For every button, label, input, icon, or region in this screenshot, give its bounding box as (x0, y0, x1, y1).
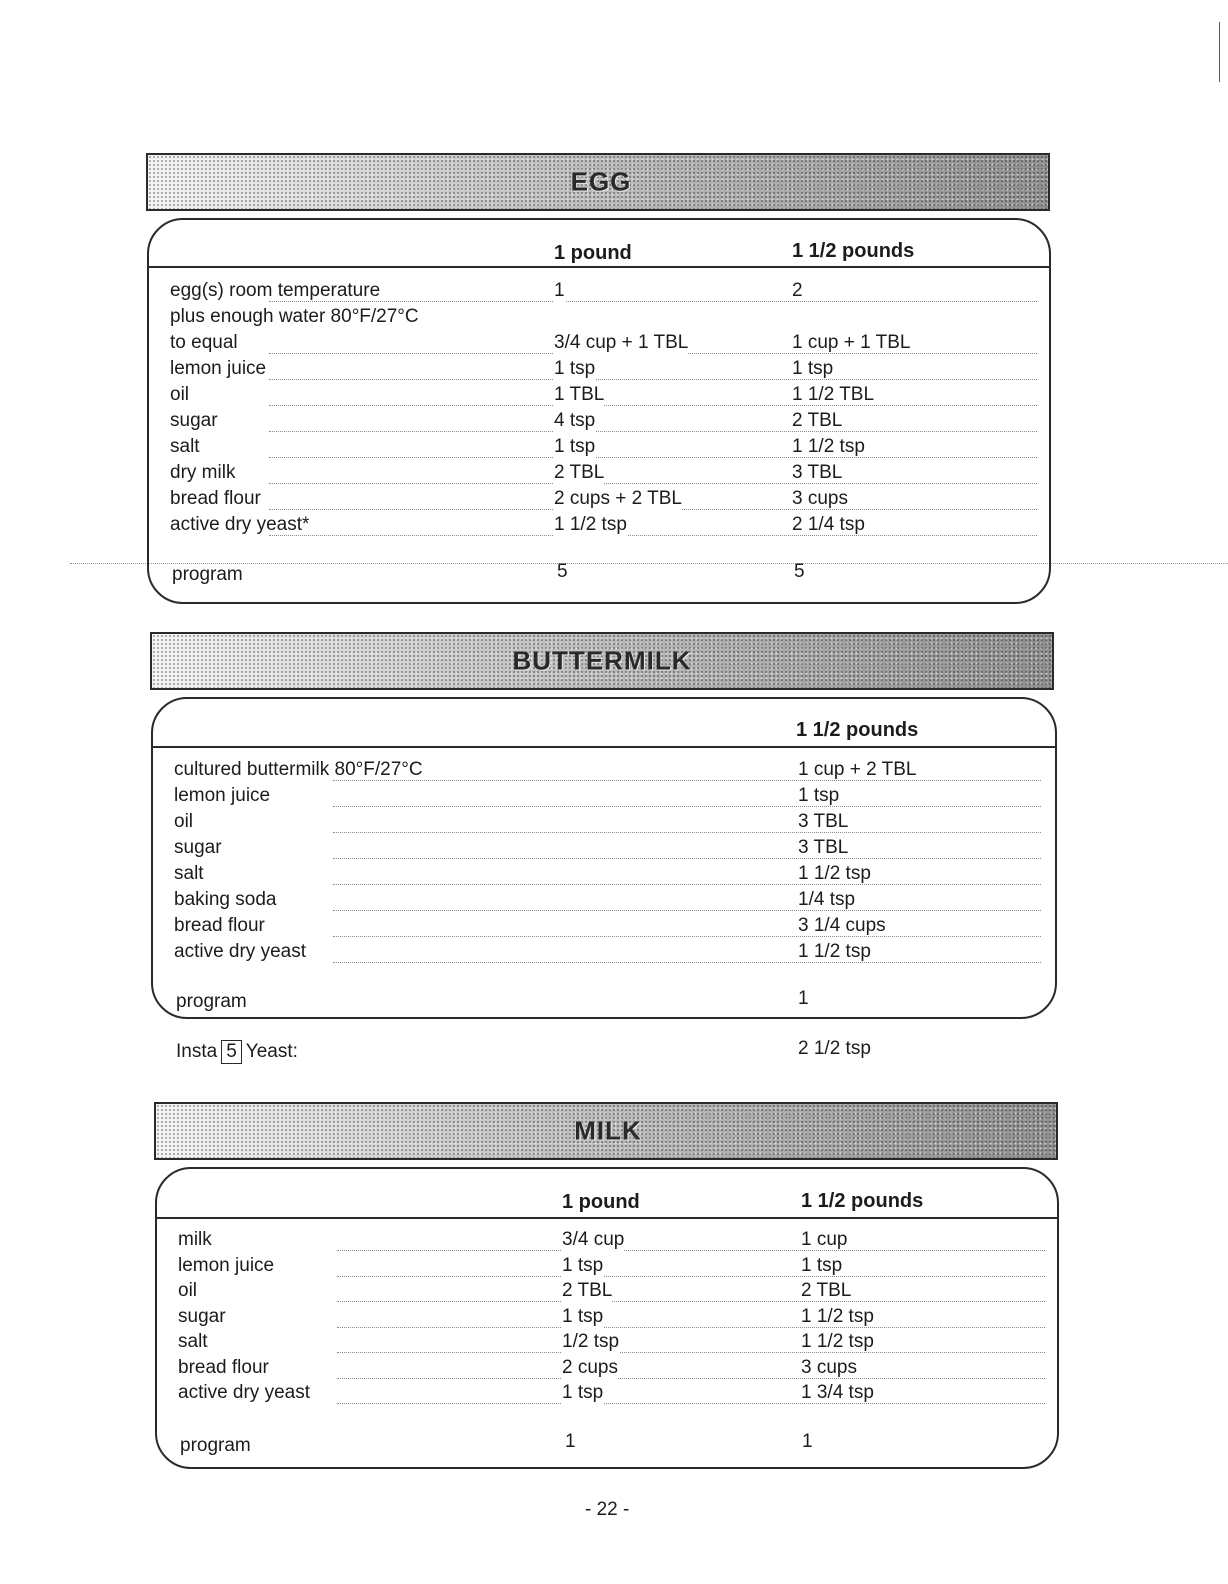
milk-header-rule (157, 1217, 1057, 1219)
insta-yeast-note (176, 1040, 298, 1064)
milk-col-1-pound: 1 pound (562, 1191, 640, 1213)
buttermilk-amount-1-5lb: 3 1/4 cups (798, 915, 886, 936)
egg-ingredient-row (149, 514, 1049, 540)
egg-program-1-5lb: 5 (794, 561, 805, 582)
insta-suffix: Yeast: (245, 1041, 298, 1062)
egg-amount-1-5lb: 2 1/4 tsp (792, 514, 865, 535)
egg-amount-1lb: 2 cups + 2 TBL (554, 488, 682, 509)
buttermilk-ingredient-label: salt (174, 863, 204, 884)
egg-leader-dots (269, 535, 1037, 536)
egg-amount-1lb: 1 1/2 tsp (554, 514, 627, 535)
buttermilk-banner (150, 632, 1054, 690)
milk-col-1-5-pounds: 1 1/2 pounds (801, 1190, 924, 1212)
buttermilk-ingredient-label: cultured buttermilk 80°F/27°C (174, 759, 423, 780)
buttermilk-leader-dots (333, 858, 1041, 859)
buttermilk-title: BUTTERMILK (512, 645, 692, 676)
buttermilk-leader-dots (333, 884, 1041, 885)
milk-amount-1-5lb: 1 3/4 tsp (801, 1382, 874, 1403)
milk-table (155, 1167, 1059, 1469)
buttermilk-ingredient-row (153, 811, 1055, 837)
egg-table (147, 218, 1051, 604)
milk-ingredient-row (157, 1357, 1057, 1383)
egg-ingredient-label: oil (170, 384, 190, 405)
egg-amount-1lb: 1 (554, 280, 565, 301)
milk-ingredient-label: salt (178, 1331, 208, 1352)
egg-amount-1-5lb: 2 TBL (792, 410, 843, 431)
egg-program-label: program (172, 564, 243, 585)
milk-amount-1-5lb: 1 1/2 tsp (801, 1305, 874, 1327)
egg-ingredient-label: active dry yeast* (170, 514, 310, 535)
buttermilk-ingredient-row (153, 889, 1055, 915)
page-number: - 22 - (585, 1499, 630, 1520)
egg-ingredient-row (149, 410, 1049, 436)
egg-ingredient-row (149, 384, 1049, 410)
buttermilk-header-rule (153, 746, 1055, 748)
milk-ingredient-row (157, 1306, 1057, 1332)
milk-amount-1lb: 1 tsp (562, 1305, 604, 1327)
egg-leader-dots (269, 379, 1037, 380)
insta-number-box: 5 (221, 1040, 242, 1064)
egg-ingredient-row (149, 436, 1049, 462)
buttermilk-leader-dots (333, 936, 1041, 937)
egg-banner (146, 153, 1050, 211)
milk-title: MILK (574, 1115, 642, 1146)
milk-ingredient-label: active dry yeast (178, 1382, 310, 1403)
egg-header-rule (149, 266, 1049, 268)
egg-leader-dots (269, 301, 1037, 302)
egg-amount-1lb: 1 TBL (554, 384, 605, 405)
buttermilk-amount-1-5lb: 1 cup + 2 TBL (798, 759, 917, 780)
milk-program-label: program (180, 1435, 251, 1456)
buttermilk-ingredient-label: baking soda (174, 889, 277, 910)
milk-amount-1lb: 3/4 cup (562, 1229, 625, 1250)
egg-amount-1lb: 4 tsp (554, 410, 596, 431)
insta-prefix: Insta (176, 1041, 218, 1062)
milk-program-1-5lb: 1 (802, 1431, 813, 1452)
egg-amount-1lb: 1 tsp (554, 358, 596, 379)
egg-amount-1-5lb: 1 tsp (792, 358, 834, 379)
egg-amount-1-5lb: 1 1/2 TBL (792, 384, 875, 405)
buttermilk-leader-dots (333, 962, 1041, 963)
egg-leader-dots (269, 483, 1037, 484)
milk-leader-dots (337, 1301, 1045, 1302)
egg-amount-1-5lb: 3 TBL (792, 462, 843, 483)
milk-ingredient-row (157, 1331, 1057, 1357)
egg-amount-1-5lb: 1 1/2 tsp (792, 436, 865, 457)
egg-ingredient-row (149, 332, 1049, 358)
buttermilk-amount-1-5lb: 1 1/2 tsp (798, 941, 871, 962)
egg-amount-1-5lb: 3 cups (792, 488, 848, 509)
egg-amount-1lb: 1 tsp (554, 436, 596, 457)
egg-ingredient-row (149, 462, 1049, 488)
egg-program-row (149, 561, 1049, 590)
egg-title: EGG (570, 166, 632, 197)
buttermilk-amount-1-5lb: 3 TBL (798, 837, 849, 858)
egg-ingredient-label: dry milk (170, 462, 236, 483)
milk-ingredient-row (157, 1229, 1057, 1255)
buttermilk-leader-dots (333, 832, 1041, 833)
egg-ingredient-label: bread flour (170, 488, 261, 509)
milk-ingredient-row (157, 1255, 1057, 1281)
buttermilk-ingredient-row (153, 863, 1055, 889)
egg-amount-1lb: 3/4 cup + 1 TBL (554, 332, 689, 353)
buttermilk-leader-dots (333, 780, 1041, 781)
buttermilk-ingredient-row (153, 759, 1055, 785)
egg-ingredient-label: egg(s) room temperature (170, 280, 381, 301)
buttermilk-ingredient-row (153, 837, 1055, 863)
milk-amount-1-5lb: 1 cup (801, 1229, 848, 1250)
egg-ingredient-row (149, 488, 1049, 514)
egg-ingredient-label: lemon juice (170, 358, 267, 379)
buttermilk-ingredient-row (153, 785, 1055, 811)
egg-ingredient-label: salt (170, 436, 200, 457)
egg-ingredient-row (149, 358, 1049, 384)
buttermilk-leader-dots (333, 806, 1041, 807)
egg-ingredient-row (149, 306, 1049, 332)
milk-leader-dots (337, 1250, 1045, 1251)
milk-program-row (157, 1431, 1057, 1461)
milk-amount-1lb: 2 cups (562, 1356, 618, 1378)
milk-ingredient-label: oil (178, 1280, 198, 1301)
insta-yeast-value: 2 1/2 tsp (798, 1038, 871, 1059)
egg-ingredient-label: plus enough water 80°F/27°C (170, 306, 419, 327)
buttermilk-ingredient-label: sugar (174, 837, 222, 858)
buttermilk-ingredient-label: oil (174, 811, 194, 832)
milk-ingredient-label: milk (178, 1229, 212, 1250)
milk-banner (154, 1102, 1058, 1160)
buttermilk-leader-dots (333, 910, 1041, 911)
milk-ingredient-row (157, 1280, 1057, 1306)
milk-ingredient-row (157, 1382, 1057, 1408)
milk-leader-dots (337, 1327, 1045, 1328)
milk-leader-dots (337, 1276, 1045, 1277)
egg-leader-dots (269, 405, 1037, 406)
egg-leader-dots (269, 457, 1037, 458)
milk-ingredient-label: sugar (178, 1305, 226, 1327)
milk-amount-1lb: 1 tsp (562, 1382, 604, 1403)
buttermilk-program-1-5lb: 1 (798, 988, 809, 1009)
milk-leader-dots (337, 1378, 1045, 1379)
buttermilk-ingredient-row (153, 941, 1055, 967)
buttermilk-ingredient-label: active dry yeast (174, 941, 306, 962)
egg-ingredient-row (149, 280, 1049, 306)
milk-amount-1-5lb: 2 TBL (801, 1280, 852, 1301)
egg-ingredient-label: to equal (170, 332, 238, 353)
buttermilk-ingredient-label: bread flour (174, 915, 265, 936)
milk-amount-1lb: 1 tsp (562, 1254, 604, 1276)
buttermilk-program-row (153, 988, 1055, 1017)
egg-col-1-5-pounds: 1 1/2 pounds (792, 240, 915, 262)
egg-col-1-pound: 1 pound (554, 242, 632, 264)
buttermilk-amount-1-5lb: 1/4 tsp (798, 889, 856, 910)
buttermilk-ingredient-label: lemon juice (174, 785, 271, 806)
milk-ingredient-label: lemon juice (178, 1254, 275, 1276)
egg-leader-dots (269, 431, 1037, 432)
milk-leader-dots (337, 1403, 1045, 1404)
buttermilk-amount-1-5lb: 1 tsp (798, 785, 840, 806)
egg-ingredient-label: sugar (170, 410, 218, 431)
egg-program-1lb: 5 (557, 561, 568, 582)
milk-amount-1lb: 2 TBL (562, 1280, 613, 1301)
buttermilk-amount-1-5lb: 1 1/2 tsp (798, 863, 871, 884)
milk-amount-1lb: 1/2 tsp (562, 1331, 620, 1352)
milk-amount-1-5lb: 3 cups (801, 1356, 857, 1378)
milk-program-1lb: 1 (565, 1431, 576, 1452)
egg-amount-1-5lb: 1 cup + 1 TBL (792, 332, 911, 353)
milk-leader-dots (337, 1352, 1045, 1353)
milk-amount-1-5lb: 1 tsp (801, 1254, 843, 1276)
buttermilk-ingredient-row (153, 915, 1055, 941)
buttermilk-amount-1-5lb: 3 TBL (798, 811, 849, 832)
egg-amount-1-5lb: 2 (792, 280, 803, 301)
buttermilk-col-1-5-pounds: 1 1/2 pounds (796, 719, 919, 741)
egg-amount-1lb: 2 TBL (554, 462, 605, 483)
milk-ingredient-label: bread flour (178, 1356, 269, 1378)
buttermilk-table (151, 697, 1057, 1019)
buttermilk-program-label: program (176, 991, 247, 1012)
milk-amount-1-5lb: 1 1/2 tsp (801, 1331, 874, 1352)
page-edge-mark (1219, 22, 1220, 82)
